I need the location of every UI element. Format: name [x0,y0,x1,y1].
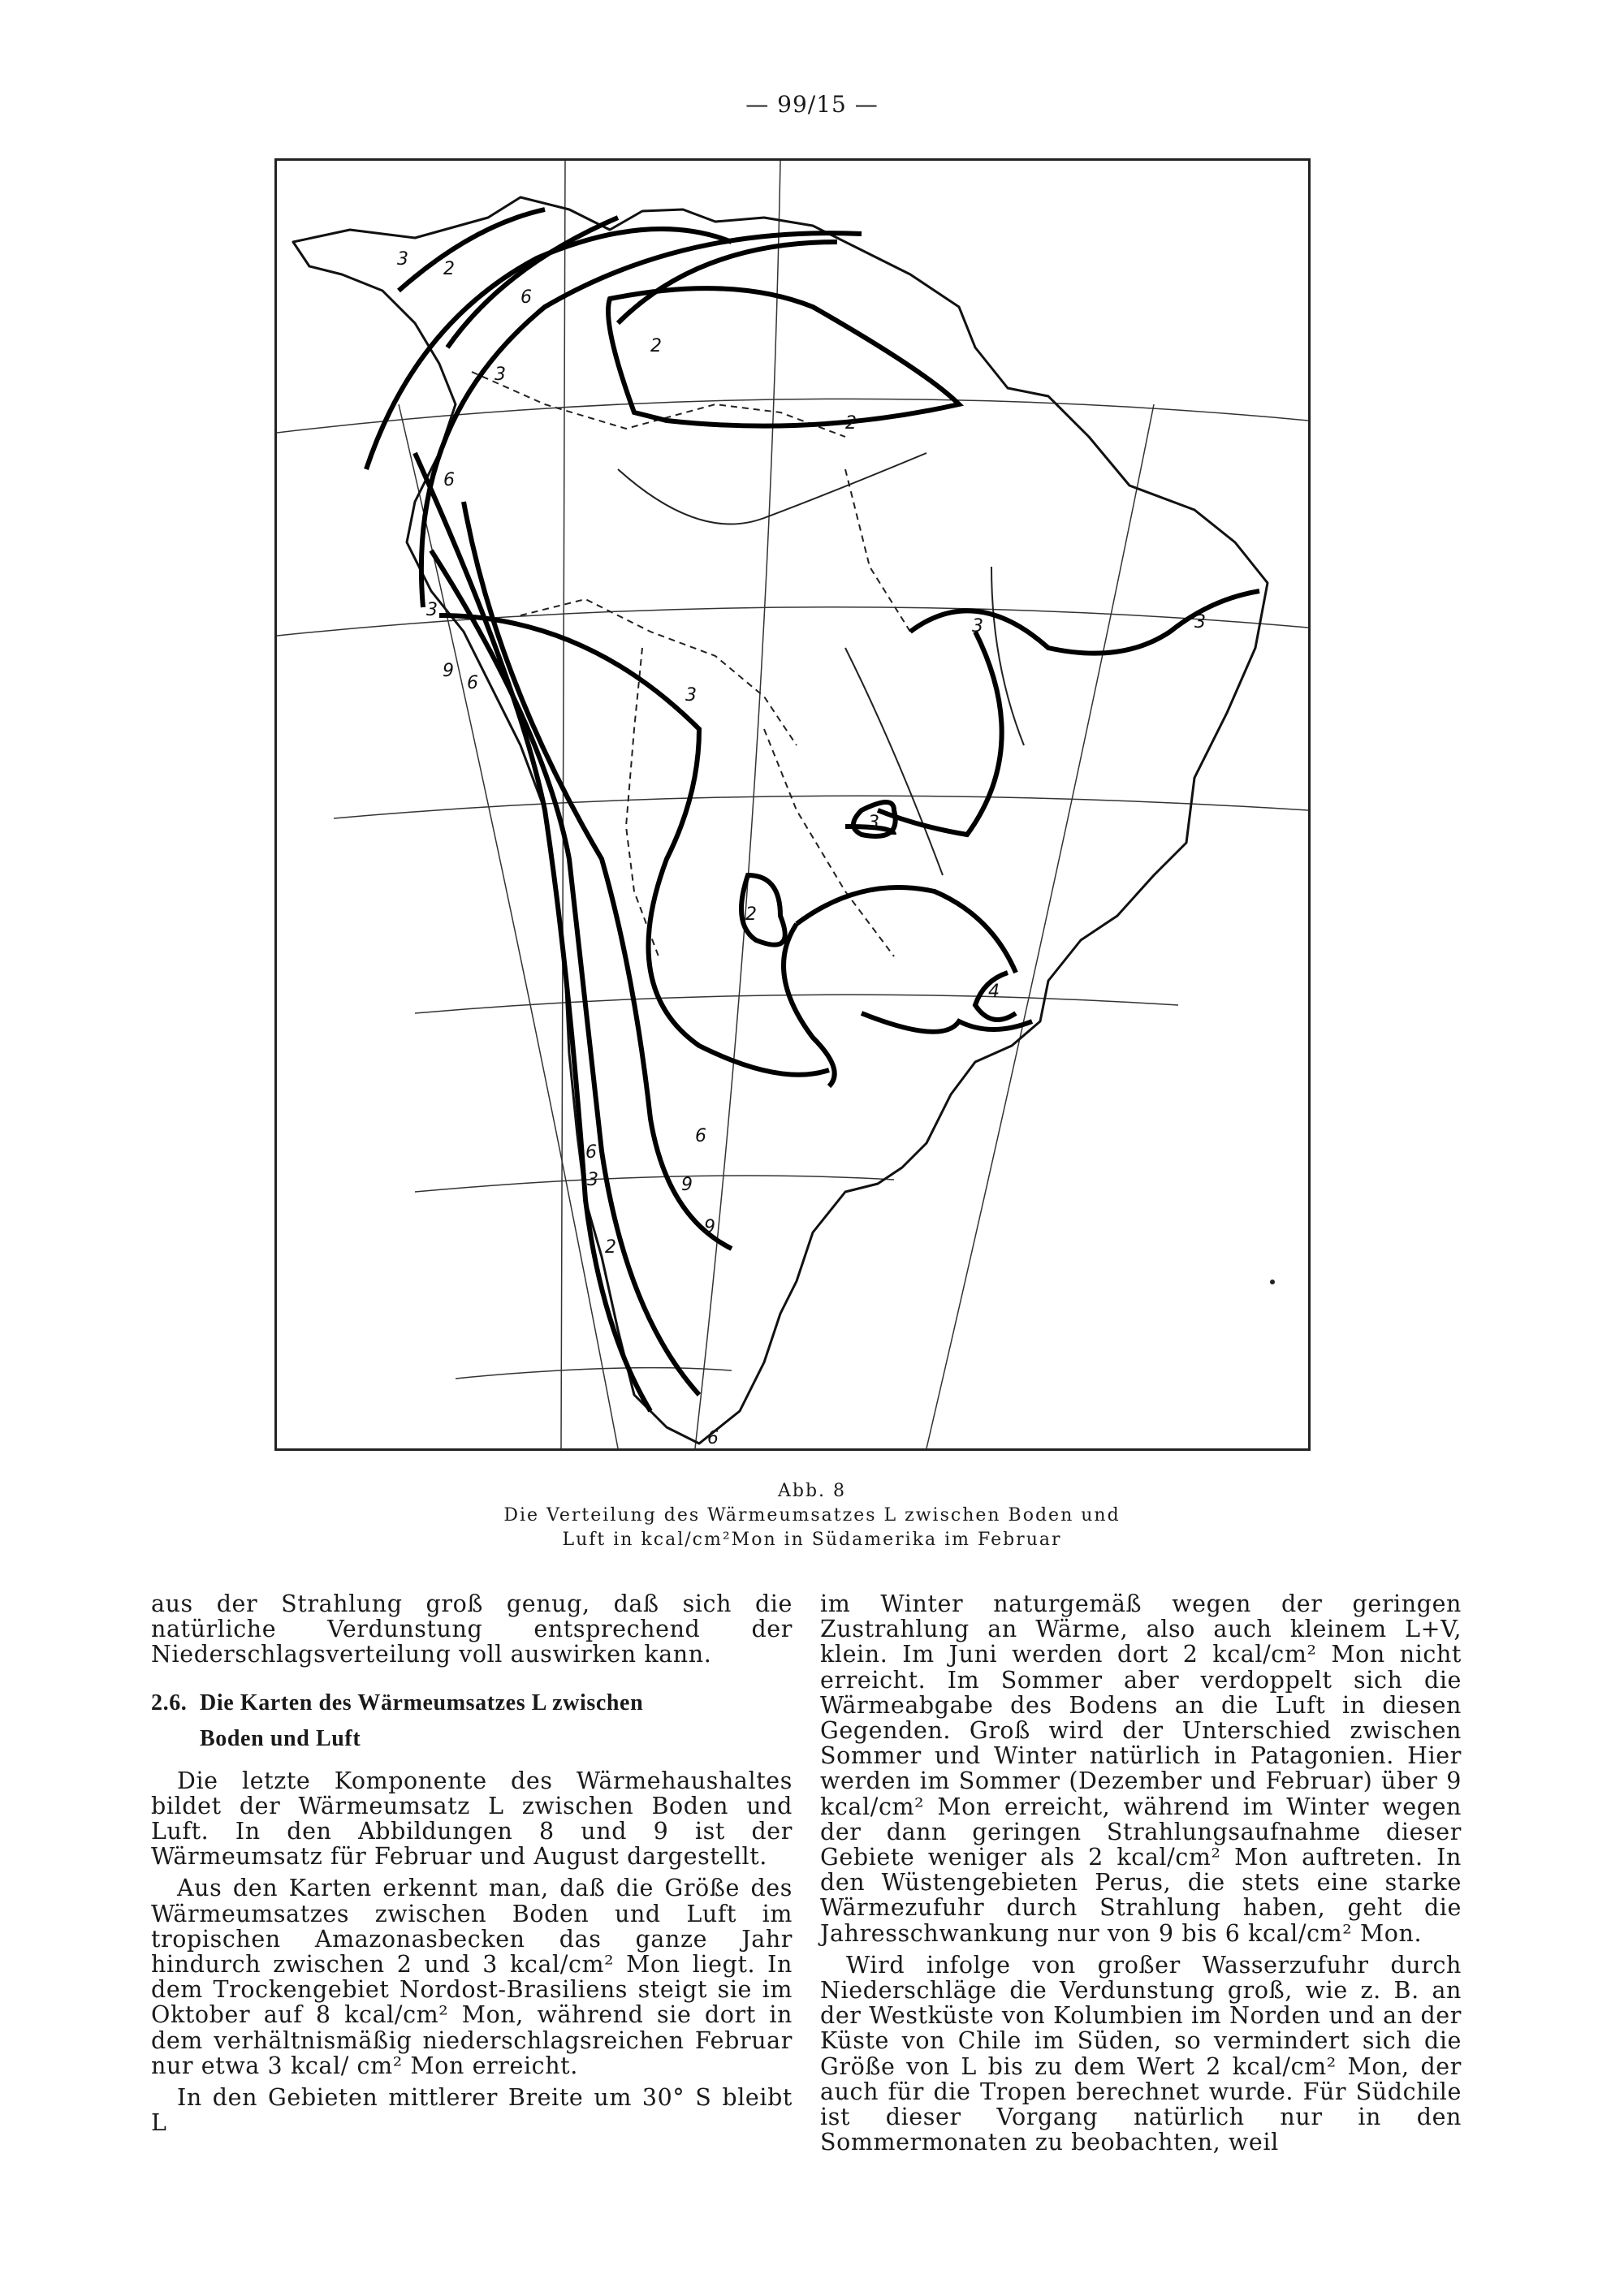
south-america-map [277,161,1308,1448]
paragraph: In den Gebieten mittlerer Breite um 30° S bleibt L [151,2084,793,2137]
svg-text:9: 9 [704,1217,715,1237]
svg-text:6: 6 [467,673,478,693]
paragraph: im Winter naturgemäß wegen der geringen Zustrahlung an Wärme, also auch kleinem L+V, klein. Im Juni werden dort 2 kcal/cm² Mon nicht erreicht. Im Sommer aber verdoppelt sich die Wärmeabgabe des Bodens an die Luft in diesen Gegenden. Groß wird der Unterschied zwischen Sommer und Winter natürlich in Patagonien. Hier werden im Sommer (Dezember und Februar) über 9 kcal/cm² Mon erreicht, während im Winter wegen der dann geringen Strahlungsaufnahme dieser Gebiete weniger als 2 kcal/cm² Mon auftreten. In den Wüstengebieten Perus, die stets eine starke Wärmezufuhr durch Strahlung haben, geht die Jahresschwankung nur von 9 bis 6 kcal/cm² Mon. [820,1590,1462,1947]
svg-text:2: 2 [605,1237,616,1258]
paragraph: Aus den Karten erkennt man, daß die Größe des Wärmeumsatzes zwischen Boden und Luft im tropischen Amazonasbecken das ganze Jahr hindurch zwischen 2 und 3 kcal/cm² Mon liegt. In dem Trockengebiet Nordost-Brasiliens steigt sie im Oktober auf 8 kcal/cm² Mon, während sie dort in dem verhältnismäßig niederschlagsreichen Februar nur etwa 3 kcal/ cm² Mon erreicht. [151,1875,793,2079]
graticule-line [334,796,1308,818]
isoline [797,887,1016,973]
print-speck [1270,1280,1275,1284]
svg-text:4: 4 [988,982,1000,1002]
svg-text:3: 3 [587,1170,598,1190]
section-title-line: Die Karten des Wärmeumsatzes L zwischen [200,1690,644,1716]
svg-text:2: 2 [650,336,662,356]
svg-text:3: 3 [426,600,438,620]
svg-text:3: 3 [972,616,983,637]
svg-text:9: 9 [681,1175,693,1195]
paragraph: Die letzte Komponente des Wärmehaushaltes bildet der Wärmeumsatz L zwischen Boden und Luft. In den Abbildungen 8 und 9 ist der Wärmeumsatz für Februar und August dargestellt. [151,1767,793,1871]
svg-text:3: 3 [495,365,506,385]
svg-text:3: 3 [397,249,408,270]
graticule-line [561,161,565,1448]
svg-text:6: 6 [443,470,455,490]
isoline [366,229,732,469]
isoline [618,242,837,323]
right-column [820,1591,1462,2155]
isoline [608,288,959,426]
paragraph: Wird infolge von großer Wasserzufuhr durch Niederschläge die Verdunstung groß, wie z. B. an der Westküste von Kolumbien im Norden und an der Küste von Chile im Süden, so vermindert sich die Größe von L bis zu dem Wert 2 kcal/cm² Mon, der auch für die Tropen berechnet wurde. Für Südchile ist dieser Vorgang natürlich nur in den Sommermonaten zu beobachten, weil [820,1951,1462,2156]
page-number: — 99/15 — [745,91,879,118]
svg-text:3: 3 [1194,612,1206,632]
graticule-line [399,404,618,1448]
caption-line: Luft in kcal/cm²Mon in Südamerika im Februar [562,1530,1062,1550]
graticule-line [695,161,780,1448]
map-figure [274,158,1311,1451]
svg-text:6: 6 [520,287,532,308]
continent-outline [293,197,1268,1444]
svg-text:2: 2 [845,413,857,434]
paragraph: aus der Strahlung groß genug, daß sich die natürliche Verdunstung entsprechend der Niederschlagsverteilung voll auswirken kann. [151,1590,793,1668]
isoline [878,632,1002,835]
figure-caption [455,1479,1169,1552]
graticule-line [926,404,1154,1448]
svg-text:6: 6 [695,1126,706,1146]
svg-text:6: 6 [585,1142,597,1163]
svg-text:9: 9 [443,661,454,681]
isoline [415,453,650,1411]
svg-text:6: 6 [707,1428,719,1448]
isoline [784,924,835,1086]
svg-text:2: 2 [443,259,455,279]
graticule-line [456,1368,732,1379]
graticule [277,161,1308,1448]
figure-label: Abb. 8 [777,1481,847,1501]
left-column [151,1591,793,2135]
caption-line: Die Verteilung des Wärmeumsatzes L zwischen Boden und [503,1505,1121,1526]
section-title-line: Boden und Luft [200,1725,361,1751]
section-number: 2.6. [151,1690,188,1716]
graticule-line [415,1176,894,1192]
svg-text:2: 2 [745,904,757,925]
svg-text:3: 3 [685,685,697,706]
isoline [910,591,1259,654]
svg-text:3: 3 [868,813,879,833]
section-heading [151,1685,793,1757]
